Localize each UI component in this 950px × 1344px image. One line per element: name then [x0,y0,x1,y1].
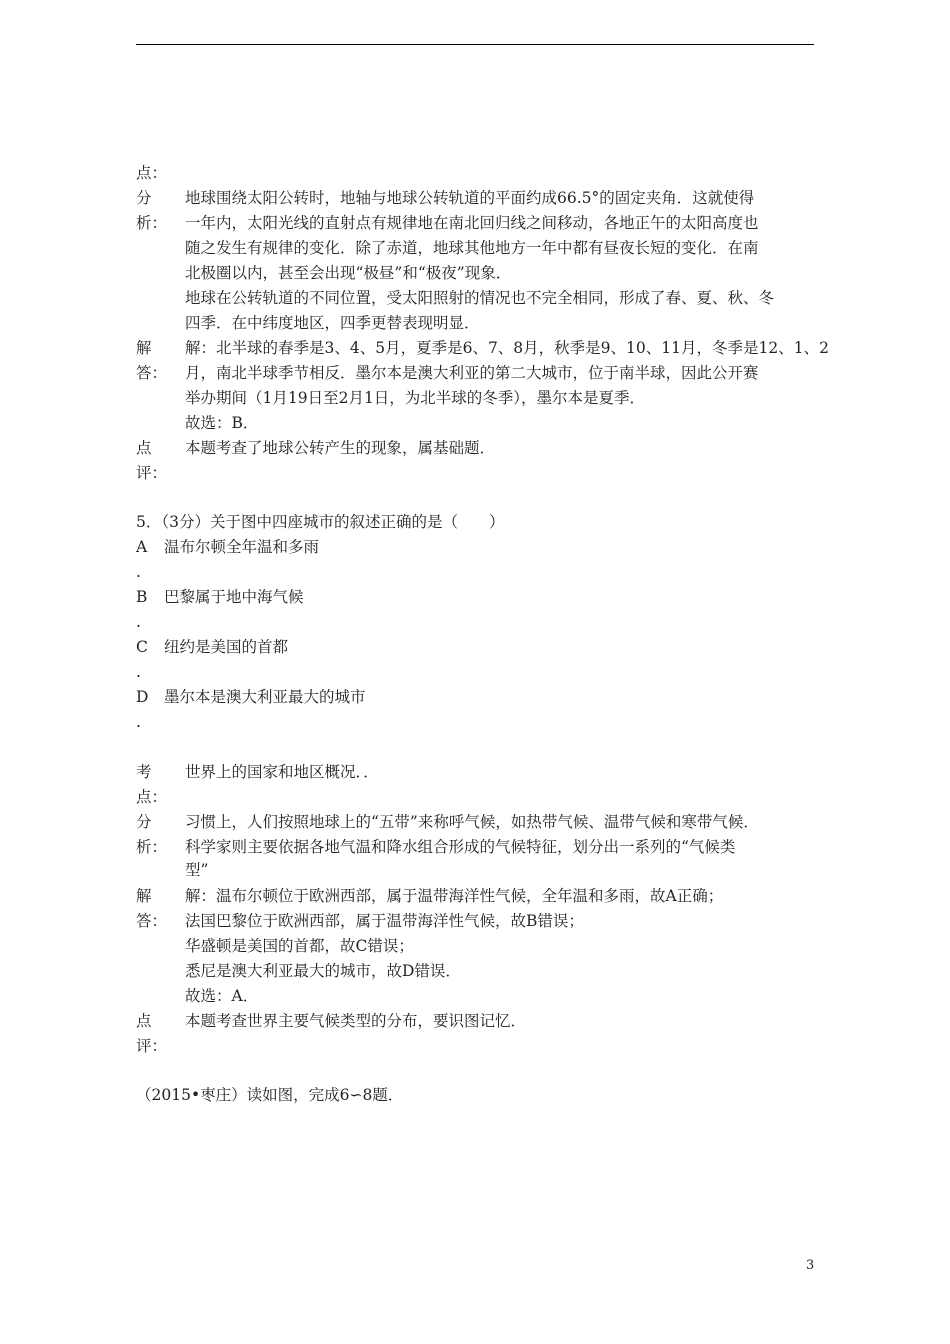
option-b-letter: B [136,588,148,606]
option-c-letter: C [136,638,148,656]
q5-fenxi-label-2: 析： [136,838,168,856]
q5-fenxi-line: 科学家则主要依据各地气温和降水组合形成的气候特征，划分出一系列的“气候类 [185,838,736,856]
kaodian-label-end: 点： [136,164,168,182]
fenxi-line: 地球在公转轨道的不同位置，受太阳照射的情况也不完全相同，形成了春、夏、秋、冬 [185,289,775,307]
dianping-line: 本题考查了地球公转产生的现象，属基础题． [185,439,496,457]
fenxi-line: 地球围绕太阳公转时，地轴与地球公转轨道的平面约成66.5°的固定夹角．这就使得 [185,189,755,207]
option-b-text: 巴黎属于地中海气候 [164,588,304,606]
option-c-text: 纽约是美国的首都 [164,638,289,656]
q5-kaodian-label-2: 点： [136,788,168,806]
q5-jieda-label-1: 解 [136,887,152,905]
jieda-label-1: 解 [136,339,152,357]
fenxi-label-2: 析： [136,214,168,232]
q5-kaodian-label-1: 考 [136,763,152,781]
q5-kaodian-line: 世界上的国家和地区概况．． [185,763,379,781]
fenxi-line: 随之发生有规律的变化．除了赤道，地球其他地方一年中都有昼夜长短的变化．在南 [185,239,759,257]
option-a-text: 温布尔顿全年温和多雨 [164,538,320,556]
option-c-dot: . [136,663,141,681]
option-d-text: 墨尔本是澳大利亚最大的城市 [164,688,366,706]
jieda-label-2: 答： [136,364,168,382]
fenxi-line: 四季．在中纬度地区，四季更替表现明显． [185,314,480,332]
next-questions-intro: （2015•枣庄）读如图，完成6∽8题． [136,1086,404,1104]
q5-dianping-label-2: 评： [136,1037,168,1055]
fenxi-label-1: 分 [136,189,152,207]
jieda-line: 月，南北半球季节相反．墨尔本是澳大利亚的第二大城市，位于南半球，因此公开赛 [185,364,759,382]
q5-jieda-label-2: 答： [136,912,168,930]
jieda-line: 举办期间（1月19日至2月1日，为北半球的冬季），墨尔本是夏季． [185,389,646,407]
q5-jieda-line: 法国巴黎位于欧洲西部，属于温带海洋性气候，故B错误； [185,912,584,930]
q5-dianping-label-1: 点 [136,1012,152,1030]
q5-jieda-line: 故选：A． [185,987,259,1005]
option-d-letter: D [136,688,149,706]
jieda-line: 解：北半球的春季是3、4、5月，夏季是6、7、8月，秋季是9、10、11月，冬季是12、1、2 [185,339,829,357]
dianping-label-2: 评： [136,464,168,482]
option-b-dot: . [136,613,141,631]
q5-jieda-line: 解：温布尔顿位于欧洲西部，属于温带海洋性气候，全年温和多雨，故A正确； [185,887,724,905]
question-5-stem: 5．（3分）关于图中四座城市的叙述正确的是（ ） [136,513,505,531]
q5-fenxi-label-1: 分 [136,813,152,831]
q5-jieda-line: 悉尼是澳大利亚最大的城市，故D错误． [185,962,461,980]
option-d-dot: . [136,713,141,731]
q5-jieda-line: 华盛顿是美国的首都，故C错误； [185,937,414,955]
dianping-label-1: 点 [136,439,152,457]
q5-dianping-line: 本题考查世界主要气候类型的分布，要识图记忆． [185,1012,527,1030]
page-number: 3 [806,1258,815,1273]
fenxi-line: 北极圈以内，甚至会出现“极昼”和“极夜”现象． [185,264,512,282]
fenxi-line: 一年内，太阳光线的直射点有规律地在南北回归线之间移动，各地正午的太阳高度也 [185,214,759,232]
jieda-line: 故选：B． [185,414,259,432]
q5-fenxi-line: 习惯上，人们按照地球上的“五带”来称呼气候，如热带气候、温带气候和寒带气候． [185,813,759,831]
option-a-dot: . [136,563,141,581]
option-a-letter: A [136,538,148,556]
header-rule [136,44,814,45]
q5-fenxi-line: 型” [185,861,209,879]
